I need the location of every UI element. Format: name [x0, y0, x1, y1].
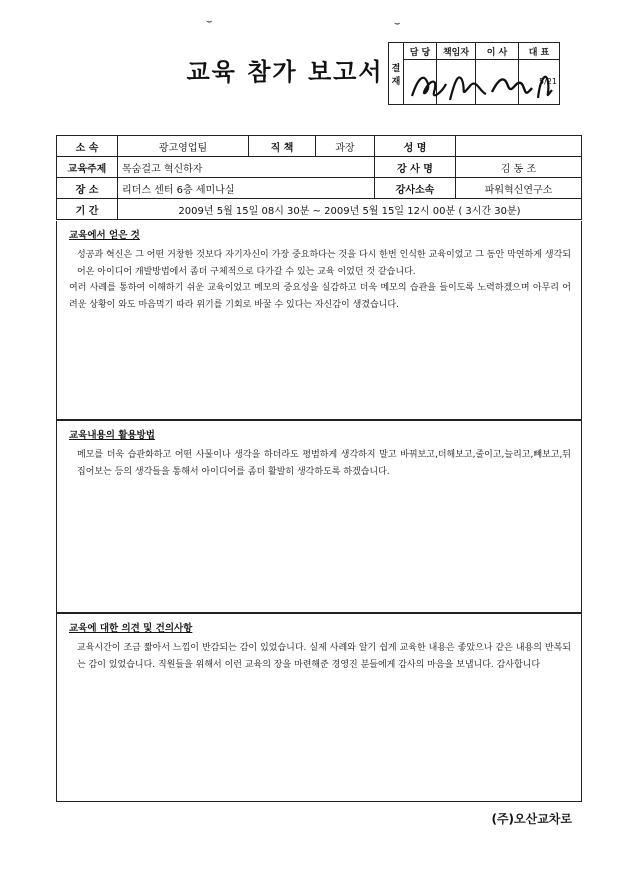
section-heading: 교육내용의 활용방법 — [69, 430, 155, 441]
signature-mark — [492, 79, 532, 92]
paragraph: 메모를 더욱 습관화하고 어떤 사물이나 생각을 하더라도 평범하게 생각하지 말고 바꿔보고,더해보고,줄이고,늘리고,빼보고,뒤집어보는 등의 생각들을 통해서 아이디어를 좀더 활발히 생각하도록 하겠습니다. — [77, 450, 571, 477]
section-opinion — [56, 613, 582, 802]
affil-value: 파워혁신연구소 — [456, 178, 582, 199]
scan-mark: ⌣ — [206, 16, 213, 27]
period-value: 2009년 5월 15일 08시 30분 ~ 2009년 5월 15일 12시 00분 ( 3시간 30분) — [118, 199, 582, 220]
section-application — [56, 420, 582, 613]
lecturer-value: 김 동 조 — [456, 157, 582, 178]
approval-header: 책임자 — [437, 43, 476, 60]
section-learned — [56, 221, 582, 420]
section-text — [69, 247, 571, 313]
position-label: 직 책 — [249, 136, 316, 157]
signature-mark — [538, 77, 552, 98]
approval-date: 5/21 — [539, 77, 557, 86]
approval-header: 대 표 — [519, 43, 560, 60]
paragraph: 여러 사례를 통하여 이해하기 쉬운 교육이었고 메모의 중요성을 실감하고 더욱 메모의 습관을 들이도록 노력하겠으며 아무리 어려운 상황이 와도 마음먹기 따라 위기를 기회로 바꿀 수 있다는 자신감이 생겼습니다. — [69, 283, 571, 310]
approval-header: 이 사 — [476, 43, 519, 60]
section-heading: 교육에 대한 의견 및 건의사항 — [69, 623, 193, 634]
section-text — [69, 640, 571, 673]
approval-side-label: 결재 — [389, 43, 404, 105]
name-value — [456, 136, 582, 157]
company-name: (주)오산교차로 — [491, 812, 572, 826]
info-table — [56, 135, 582, 220]
signature-mark — [412, 78, 446, 96]
paragraph: 교육시간이 조금 짧아서 느낌이 반감되는 감이 있었습니다. 실제 사례와 알기 쉽게 교육한 내용은 좋았으나 같은 내용의 반복되는 감이 있었습니다. 직원들을 위해서 이런 교육의 장을 마련해준 경영진 분들에게 감사의 마음을 보냅니다. 감사합니다 — [77, 643, 571, 670]
paragraph: 성공과 혁신은 그 어떤 거창한 것보다 자기자신이 가장 중요하다는 것을 다시 한번 인식한 교육이었고 그 동안 막연하게 생각되어온 아이디어 개발방법에서 좀더 구체적으로 다가갈 수 있는 교육 이었던 것 같습니다. — [77, 250, 571, 277]
dept-label: 소 속 — [57, 136, 118, 157]
lecturer-label: 강 사 명 — [375, 157, 456, 178]
place-label: 장 소 — [57, 178, 118, 199]
topic-label: 교육주제 — [57, 157, 118, 178]
affil-label: 강사소속 — [375, 178, 456, 199]
section-text — [69, 447, 571, 480]
section-heading: 교육에서 얻은 것 — [69, 230, 140, 241]
scan-mark: ⌣ — [394, 18, 401, 29]
name-label: 성 명 — [375, 136, 456, 157]
position-value: 과장 — [316, 136, 375, 157]
signature-mark — [450, 77, 486, 100]
topic-value: 목숨걸고 혁신하자 — [118, 157, 375, 178]
period-label: 기 간 — [57, 199, 118, 220]
place-value: 리더스 센터 6층 세미나실 — [118, 178, 375, 199]
title-text: 교육 참가 보고서 — [186, 57, 384, 86]
approval-header: 담 당 — [404, 43, 437, 60]
dept-value: 광고영업팀 — [118, 136, 249, 157]
signature-strokes — [0, 0, 630, 140]
